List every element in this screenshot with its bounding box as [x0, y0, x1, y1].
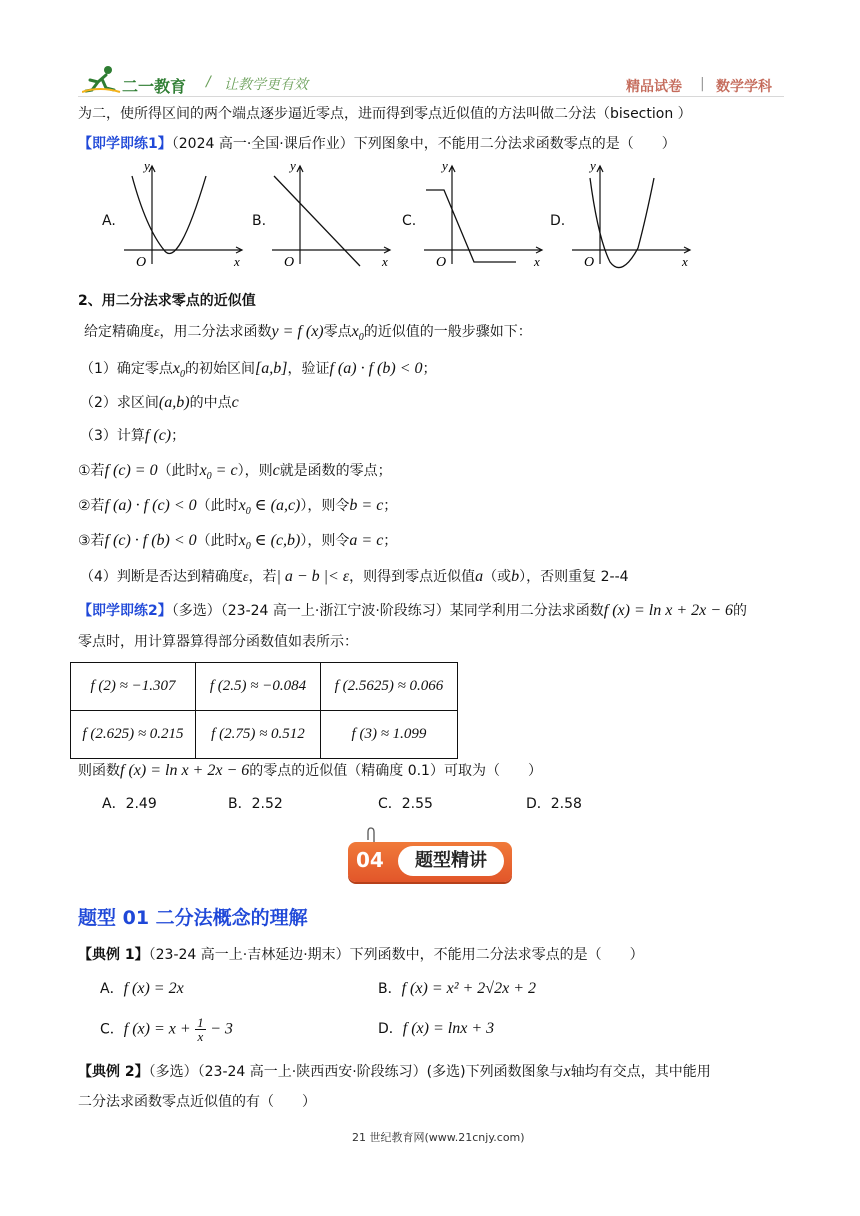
graph-a-x-label: x [234, 254, 240, 269]
step-intro-func: y = f (x) [271, 323, 324, 340]
graph-d-y-label: y [590, 158, 596, 173]
option-b-formula: f (x) = x² + 2√2x + 2 [401, 980, 536, 997]
step2-text-a: （2）求区间 [80, 395, 159, 411]
step2-text-b: 的中点 [189, 395, 232, 411]
header-slogan: 让教学更有效 [224, 77, 308, 93]
step4-text-a: （4）判断是否达到精确度 [80, 569, 243, 585]
option-b-label: B． [378, 981, 402, 997]
example2-text-a: （多选）（23-24 高一上·陕西西安·阶段练习）(多选)下列函数图象与 [148, 1064, 564, 1080]
case3-assign: a = c [349, 532, 384, 549]
case2-text-a: ②若 [78, 498, 105, 514]
step1-text-b: 的初始区间 [185, 361, 256, 377]
case2-text-c: ），则令 [300, 498, 350, 514]
example2-x: x [563, 1063, 571, 1080]
option-d-label: D． [378, 1021, 403, 1037]
header-rule [78, 96, 784, 97]
practice2-tag: 【即学即练2】 [78, 603, 172, 619]
case2-text-e: ； [383, 498, 398, 514]
table-cell: f (2.625) ≈ 0.215 [71, 711, 196, 759]
step-intro-text-b: ，用二分法求函数 [159, 324, 272, 340]
step4-b: b [511, 568, 520, 585]
case2-condition: f (a) · f (c) < 0 [104, 497, 197, 514]
case1-c: c [272, 462, 280, 479]
step-intro-text-d: 的近似值的一般步骤如下： [363, 324, 532, 340]
case3-text-c: ），则令 [300, 533, 350, 549]
choice-a: A．2.49 [102, 796, 157, 812]
choice-d: D．2.58 [526, 796, 582, 812]
example1-option-c [100, 1016, 233, 1043]
graph-option-c-label: C. [402, 213, 417, 229]
table-cell: f (2.5625) ≈ 0.066 [321, 663, 458, 711]
case-3 [78, 530, 397, 552]
option-c-fraction [195, 1016, 206, 1043]
step-2 [80, 392, 239, 412]
case1-text-b: （此时 [157, 463, 200, 479]
practice2-after-a: 则函数 [78, 763, 120, 779]
case2-x: x [238, 497, 246, 514]
example2-tag: 【典例 2】 [78, 1064, 149, 1080]
step1-text-d: ； [422, 361, 437, 377]
practice1-tag: 【即学即练1】 [78, 136, 172, 152]
case-1 [78, 460, 392, 482]
option-a-label: A． [100, 981, 124, 997]
case2-x-sub: 0 [245, 505, 251, 517]
graph-b-x-label: x [382, 254, 388, 269]
option-a-formula: f (x) = 2x [123, 980, 184, 997]
step2-midpoint: c [231, 394, 239, 411]
option-d-formula: f (x) = lnx + 3 [402, 1020, 495, 1037]
case2-interval: ∈ (a,c) [250, 497, 301, 514]
badge-label: 题型精讲 [398, 846, 504, 876]
example1-option-b [378, 978, 536, 998]
step4-text-g: ），否则重复 2--4 [519, 569, 629, 585]
step1-x0: x [172, 360, 181, 377]
fraction-numerator: 1 [197, 1015, 204, 1030]
table-cell: f (3) ≈ 1.099 [321, 711, 458, 759]
example1-tag: 【典例 1】 [78, 947, 149, 963]
graph-a-origin: O [136, 255, 147, 270]
step1-x0-sub: 0 [180, 368, 186, 380]
case3-text-e: ； [383, 533, 398, 549]
section-badge [348, 842, 512, 882]
graph-a [118, 158, 248, 270]
practice2-tail: 的 [733, 603, 748, 619]
example2-text-b: 轴均有交点，其中能用 [570, 1064, 711, 1080]
case-2 [78, 495, 397, 517]
step3-fc: f (c) [144, 427, 172, 444]
logo-text: 二一教育 [122, 77, 187, 96]
table-cell: f (2.5) ≈ −0.084 [196, 663, 321, 711]
step2-interval: (a,b) [158, 394, 190, 411]
choice-b: B．2.52 [228, 796, 283, 812]
header-divider: / [206, 74, 211, 90]
option-c-label: C． [100, 1021, 124, 1038]
graph-b-y-label: y [290, 158, 296, 173]
practice1-source: （2024 高一·全国·课后作业） [171, 136, 354, 152]
step1-text-a: （1）确定零点 [80, 361, 173, 377]
practice2-func: f (x) = ln x + 2x − 6 [603, 602, 734, 619]
step4-text-e: （或 [483, 569, 512, 585]
practice1-question: 下列图象中，不能用二分法求函数零点的是（ ） [353, 136, 676, 152]
logo-runner-icon [82, 64, 122, 96]
step-3 [80, 425, 185, 445]
table-row [71, 663, 458, 711]
step-4 [80, 566, 629, 586]
graph-b-origin: O [284, 255, 295, 270]
section2-title: 2、用二分法求零点的近似值 [78, 293, 256, 309]
practice2-after-func: f (x) = ln x + 2x − 6 [120, 762, 250, 779]
case1-x: x [199, 462, 207, 479]
practice2-line2: 零点时，用计算器算得部分函数值如表所示： [78, 634, 358, 650]
case1-text-c: ），则 [237, 463, 273, 479]
graph-c-y-label: y [442, 158, 448, 173]
case2-text-b: （此时 [196, 498, 239, 514]
practice2-source: （多选）（23-24 高一上·浙江宁波·阶段练习）某同学利用二分法求函数 [171, 603, 604, 619]
step3-text-b: ； [171, 428, 186, 444]
table-cell: f (2) ≈ −1.307 [71, 663, 196, 711]
type01-title: 题型 01 二分法概念的理解 [78, 907, 308, 929]
step1-interval: [a,b] [255, 360, 288, 377]
case3-condition: f (c) · f (b) < 0 [104, 532, 197, 549]
graph-option-a-label: A. [102, 213, 116, 229]
case3-x-sub: 0 [245, 540, 251, 552]
graph-d [566, 158, 696, 270]
practice2-line [78, 600, 747, 620]
step-1 [80, 358, 436, 380]
step4-epsilon: ε [242, 570, 249, 585]
option-c-formula-b: − 3 [210, 1020, 233, 1038]
example1-text: （23-24 高一上·吉林延边·期末）下列函数中，不能用二分法求零点的是（ ） [148, 947, 644, 963]
step1-condition: f (a) · f (b) < 0 [329, 360, 423, 377]
graph-option-d-label: D. [550, 213, 566, 229]
table-cell: f (2.75) ≈ 0.512 [196, 711, 321, 759]
case3-text-a: ③若 [78, 533, 105, 549]
table-row [71, 711, 458, 759]
step-intro [84, 321, 532, 343]
step4-a: a [475, 568, 484, 585]
case1-text-e: 就是函数的零点； [279, 463, 392, 479]
epsilon-symbol: ε [154, 325, 160, 340]
option-c-formula-a: f (x) = x + [123, 1020, 191, 1038]
step4-condition: | a − b |< ε [276, 568, 350, 585]
case1-eq: = c [211, 462, 238, 479]
step4-text-c: ，则得到零点近似值 [349, 569, 476, 585]
practice2-after-b: 的零点的近似值（精确度 0.1）可取为（ ） [249, 763, 542, 779]
graph-c [418, 158, 548, 270]
choice-c: C．2.55 [378, 796, 433, 812]
intro-line: 为二，使所得区间的两个端点逐步逼近零点，进而得到零点近似值的方法叫做二分法（bisection ） [78, 106, 692, 122]
example1-option-a [100, 978, 184, 998]
case3-interval: ∈ (c,b) [250, 532, 301, 549]
graph-d-x-label: x [682, 254, 688, 269]
practice2-after [78, 760, 542, 780]
example2-line [78, 1061, 711, 1081]
case3-text-b: （此时 [196, 533, 239, 549]
badge-number: 04 [356, 848, 384, 872]
example1-line [78, 944, 644, 964]
header-label-subject: 数学学科 [716, 79, 772, 95]
step-intro-text-c: 零点 [323, 324, 352, 340]
graph-a-y-label: y [144, 158, 150, 173]
case1-condition: f (c) = 0 [104, 462, 158, 479]
step4-text-b: ，若 [248, 569, 277, 585]
graph-d-origin: O [584, 255, 595, 270]
case1-x-sub: 0 [206, 470, 212, 482]
x0-symbol: x [351, 323, 359, 340]
graph-b [266, 158, 396, 270]
step1-text-c: ，验证 [287, 361, 330, 377]
header-sep: | [700, 76, 705, 92]
case1-text-a: ①若 [78, 463, 105, 479]
case2-assign: b = c [349, 497, 384, 514]
graph-c-origin: O [436, 255, 447, 270]
case3-x: x [238, 532, 246, 549]
page-footer: 21 世纪教育网(www.21cnjy.com) [352, 1131, 525, 1144]
step-intro-text-a: 给定精确度 [84, 324, 154, 340]
header-label-paper: 精品试卷 [626, 79, 682, 95]
practice1-line [78, 133, 676, 153]
values-table [70, 662, 458, 759]
graph-c-x-label: x [534, 254, 540, 269]
step3-text-a: （3）计算 [80, 428, 145, 444]
fraction-denominator: x [197, 1029, 204, 1044]
example2-line2: 二分法求函数零点近似值的有（ ） [78, 1094, 316, 1110]
graph-option-b-label: B. [252, 213, 267, 229]
example1-option-d [378, 1018, 494, 1038]
x0-subscript: 0 [358, 331, 364, 343]
